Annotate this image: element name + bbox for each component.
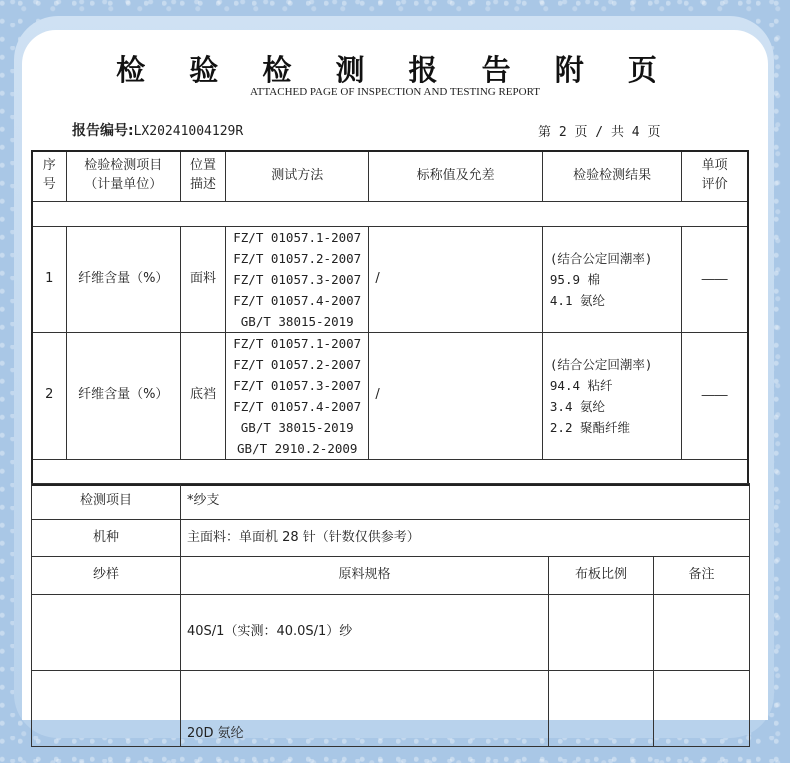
page-title: 检 验 检 测 报 告 附 页 — [116, 53, 674, 87]
test-item-row — [32, 484, 750, 520]
row-results: (结合公定回潮率) 94.4 粘纤 3.4 氨纶 2.2 聚酯纤维 — [542, 332, 681, 459]
row-nominal: / — [369, 226, 542, 332]
report-number-label: 报告编号: — [72, 123, 134, 139]
row-seq: 2 — [32, 332, 66, 459]
yarn-header-row — [32, 557, 750, 595]
yarn-spec: 40S/1（实测：40.0S/1）纱 — [181, 595, 549, 671]
spacer-row — [32, 201, 748, 226]
yarn-table — [31, 483, 750, 747]
row-item: 纤维含量（%） — [66, 332, 180, 459]
spacer-row — [32, 459, 748, 485]
row-results: (结合公定回潮率) 95.9 棉 4.1 氨纶 — [542, 226, 681, 332]
machine-label: 机种 — [32, 520, 181, 557]
header-position: 位置 描述 — [180, 151, 225, 201]
row-nominal: / — [369, 332, 542, 459]
table-row — [32, 595, 750, 671]
header-result: 检验检测结果 — [542, 151, 681, 201]
ratio-header: 布板比例 — [549, 557, 654, 595]
header-item: 检验检测项目 （计量单位） — [66, 151, 180, 201]
header-evaluation: 单项 评价 — [682, 151, 748, 201]
remark-header: 备注 — [654, 557, 750, 595]
table-row — [32, 671, 750, 747]
page-subtitle: ATTACHED PAGE OF INSPECTION AND TESTING REPORT — [250, 86, 540, 98]
row-evaluation: —— — [682, 332, 748, 459]
test-item-label: 检测项目 — [32, 484, 181, 520]
table-row — [32, 332, 748, 459]
yarn-header: 纱样 — [32, 557, 181, 595]
header-method: 测试方法 — [226, 151, 369, 201]
spec-header: 原料规格 — [181, 557, 549, 595]
row-methods: FZ/T 01057.1-2007 FZ/T 01057.2-2007 FZ/T 01057.3-2007 FZ/T 01057.4-2007 GB/T 38015-2019 — [226, 226, 369, 332]
yarn-spec: 20D 氨纶 — [181, 671, 549, 747]
page-info: 第 2 页 / 共 4 页 — [538, 125, 661, 140]
report-number — [72, 120, 243, 140]
report-number-value: LX20241004129R — [133, 124, 244, 139]
row-position: 面料 — [180, 226, 225, 332]
machine-value: 主面料：单面机 28 针（针数仅供参考） — [181, 520, 750, 557]
row-seq: 1 — [32, 226, 66, 332]
test-item-value: *纱支 — [181, 484, 750, 520]
table-row — [32, 226, 748, 332]
header-nominal: 标称值及允差 — [369, 151, 542, 201]
table-header-row — [32, 151, 748, 201]
row-evaluation: —— — [682, 226, 748, 332]
report-page — [22, 30, 768, 742]
row-methods: FZ/T 01057.1-2007 FZ/T 01057.2-2007 FZ/T 01057.3-2007 FZ/T 01057.4-2007 GB/T 38015-2019 GB/T 2910.2-2009 — [226, 332, 369, 459]
row-item: 纤维含量（%） — [66, 226, 180, 332]
results-table — [31, 150, 749, 486]
row-position: 底裆 — [180, 332, 225, 459]
header-seq: 序 号 — [32, 151, 66, 201]
machine-row — [32, 520, 750, 557]
